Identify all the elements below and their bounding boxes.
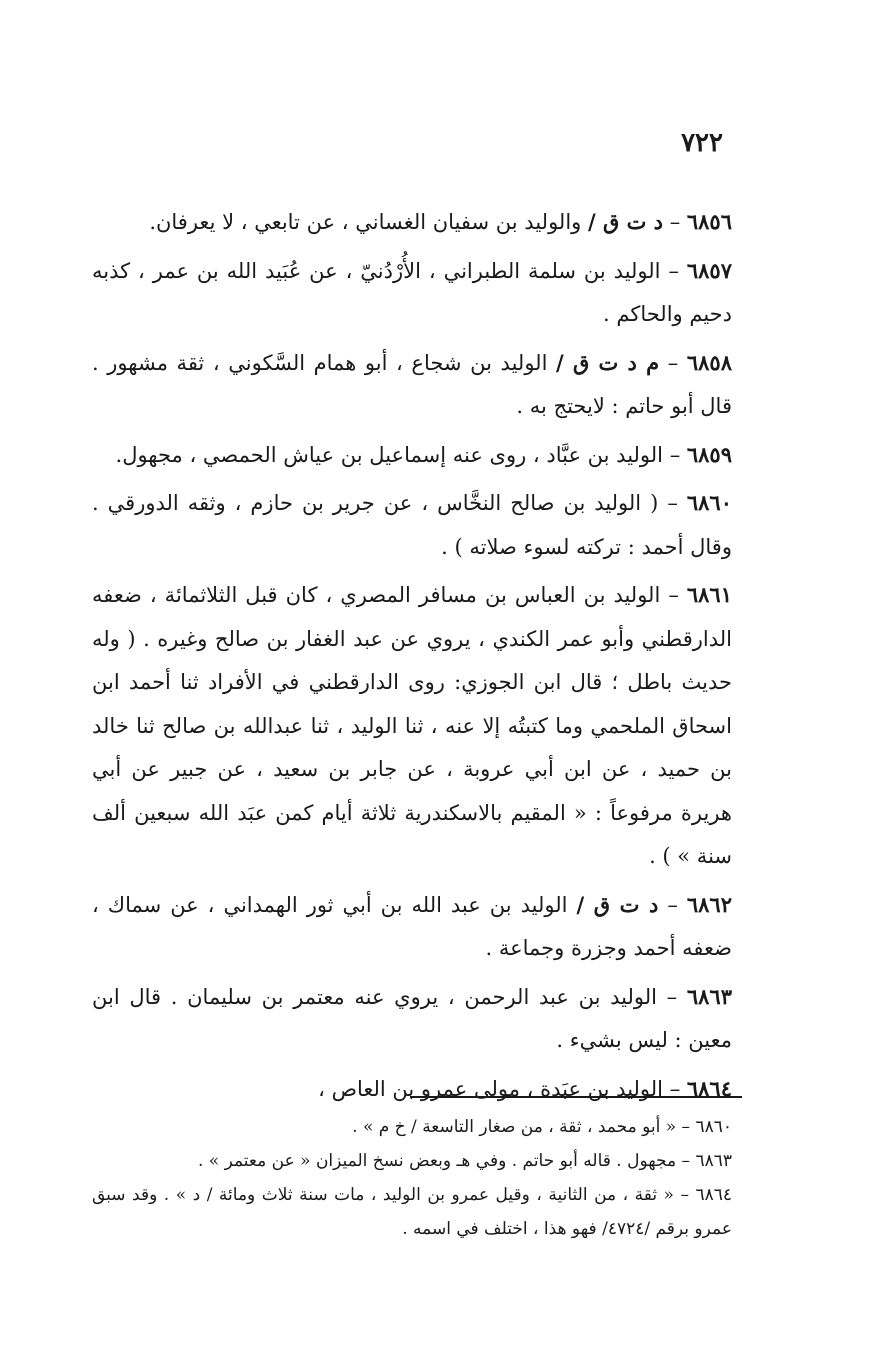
entry-number: ٦٨٥٩	[686, 441, 732, 467]
entry-number: ٦٨٥٨	[686, 349, 732, 375]
entry-sigla: د ت ق /	[576, 891, 659, 917]
entry-text: الوليد بن عبَدة ، مولى عمرو بن العاص ،	[318, 1076, 664, 1101]
entry-number: ٦٨٥٦	[686, 209, 732, 234]
entry: ٦٨٦٠ – ( الوليد بن صالح النخَّاس ، عن جرير بن حازم ، وثقه الدورقي . وقال أحمد : تركته لسوء صلاته ) .	[92, 490, 732, 559]
entry-text: الوليد بن عبد الرحمن ، يروي عنه معتمر بن سليمان . قال ابن معين : ليس بشيء .	[92, 984, 732, 1052]
entry-sigla: م د ت ق /	[556, 349, 660, 375]
page-number: ٧٢٢	[681, 128, 723, 158]
entry: ٦٨٦٣ – الوليد بن عبد الرحمن ، يروي عنه معتمر بن سليمان . قال ابن معين : ليس بشيء .	[92, 983, 732, 1052]
entry-number: ٦٨٦٢	[686, 891, 732, 917]
footnote-text: مجهول . قاله أبو حاتم . وفي هـ وبعض نسخ الميزان « عن معتمر » .	[197, 1151, 677, 1171]
entry: ٦٨٦١ – الوليد بن العباس بن مسافر المصري ، كان قبل الثلاثمائة ، ضعفه الدارقطني وأبو عمر الكندي ، يروي عن عبد الغفار بن صالح وغيره . ( وله حديث باطل ؛ قال ابن الجوزي: روى الدارقطني في الأفراد ثنا أحمد ابن اسحاق الملحمي وما كتبتُه إلا عنه ، ثنا الوليد ، ثنا عبدالله بن صالح ثنا خالد بن حميد ، عن ابن أبي عروبة ، عن جابر بن سعيد ، عن جبير عن أبي هريرة مرفوعاً : « المقيم بالاسكندرية ثلاثة أيام كمن عبَد الله سبعين ألف سنة » ) .	[92, 582, 732, 868]
footnote-number: ٦٨٦٠	[695, 1117, 732, 1137]
entry-text: والوليد بن سفيان الغساني ، عن تابعي ، لا يعرفان.	[149, 210, 582, 234]
entry-number: ٦٨٦١	[686, 582, 732, 607]
entry-text: الوليد بن شجاع ، أبو همام السَّكوني ، ثقة مشهور . قال أبو حاتم : لايحتج به .	[92, 350, 732, 418]
footnote: ٦٨٦٠ – « أبو محمد ، ثقة ، من صغار التاسعة / خ م » .	[352, 1117, 732, 1137]
entry-number: ٦٨٦٤	[686, 1075, 732, 1101]
footnote: ٦٨٦٣ – مجهول . قاله أبو حاتم . وفي هـ وبعض نسخ الميزان « عن معتمر » .	[197, 1151, 732, 1171]
entry-number: ٦٨٥٧	[686, 257, 732, 283]
entry: ٦٨٥٧ – الوليد بن سلمة الطبراني ، الأُرْدُنيّ ، عن عُبَيد الله بن عمر ، كذبه دحيم والحاكم .	[92, 257, 732, 326]
entry-text: الوليد بن العباس بن مسافر المصري ، كان قبل الثلاثمائة ، ضعفه الدارقطني وأبو عمر الكندي ، يروي عن عبد الغفار بن صالح وغيره . ( وله حديث باطل ؛ قال ابن الجوزي: روى الدارقطني في الأفراد ثنا أحمد ابن اسحاق الملحمي وما كتبتُه إلا عنه ، ثنا الوليد ، ثنا عبدالله بن صالح ثنا خالد بن حميد ، عن ابن أبي عروبة ، عن جابر بن سعيد ، عن جبير عن أبي هريرة مرفوعاً : « المقيم بالاسكندرية ثلاثة أيام كمن عبَد الله سبعين ألف سنة » ) .	[92, 583, 732, 868]
footnote-divider	[410, 1096, 742, 1098]
entry: ٦٨٦٢ – د ت ق / الوليد بن عبد الله بن أبي ثور الهمداني ، عن سماك ، ضعفه أحمد وجزرة وجماعة .	[92, 891, 732, 960]
entry: ٦٨٦٤ – الوليد بن عبَدة ، مولى عمرو بن العاص ،	[318, 1075, 732, 1101]
footnote-number: ٦٨٦٣	[695, 1151, 732, 1171]
footnote-text: « ثقة ، من الثانية ، وقيل عمرو بن الوليد ، مات سنة ثلاث ومائة / د » . وقد سبق عمرو برقم /٤٧٢٤/ فهو هذا ، اختلف في اسمه .	[92, 1185, 732, 1239]
entry-text: الوليد بن عبَّاد ، روى عنه إسماعيل بن عياش الحمصي ، مجهول.	[115, 442, 664, 467]
entry-text: ( الوليد بن صالح النخَّاس ، عن جرير بن حازم ، وثقه الدورقي . وقال أحمد : تركته لسوء صلاته ) .	[92, 491, 732, 559]
entry: ٦٨٥٦ – د ت ق / والوليد بن سفيان الغساني ، عن تابعي ، لا يعرفان.	[149, 209, 732, 234]
entry: ٦٨٥٨ – م د ت ق / الوليد بن شجاع ، أبو همام السَّكوني ، ثقة مشهور . قال أبو حاتم : لايحتج به .	[92, 349, 732, 418]
entry-text: الوليد بن عبد الله بن أبي ثور الهمداني ، عن سماك ، ضعفه أحمد وجزرة وجماعة .	[92, 892, 732, 960]
footnotes	[92, 1110, 732, 1246]
footnote-number: ٦٨٦٤	[695, 1185, 732, 1205]
entries-list	[92, 200, 732, 1115]
entry-sigla: د ت ق /	[587, 209, 664, 234]
entry-number: ٦٨٦٠	[686, 490, 732, 515]
footnote-text: « أبو محمد ، ثقة ، من صغار التاسعة / خ م » .	[352, 1117, 677, 1137]
footnote: ٦٨٦٤ – « ثقة ، من الثانية ، وقيل عمرو بن الوليد ، مات سنة ثلاث ومائة / د » . وقد سبق عمرو برقم /٤٧٢٤/ فهو هذا ، اختلف في اسمه .	[92, 1185, 732, 1239]
entry-text: الوليد بن سلمة الطبراني ، الأُرْدُنيّ ، عن عُبَيد الله بن عمر ، كذبه دحيم والحاكم .	[92, 258, 732, 326]
entry-number: ٦٨٦٣	[686, 983, 732, 1009]
entry: ٦٨٥٩ – الوليد بن عبَّاد ، روى عنه إسماعيل بن عياش الحمصي ، مجهول.	[115, 441, 732, 467]
